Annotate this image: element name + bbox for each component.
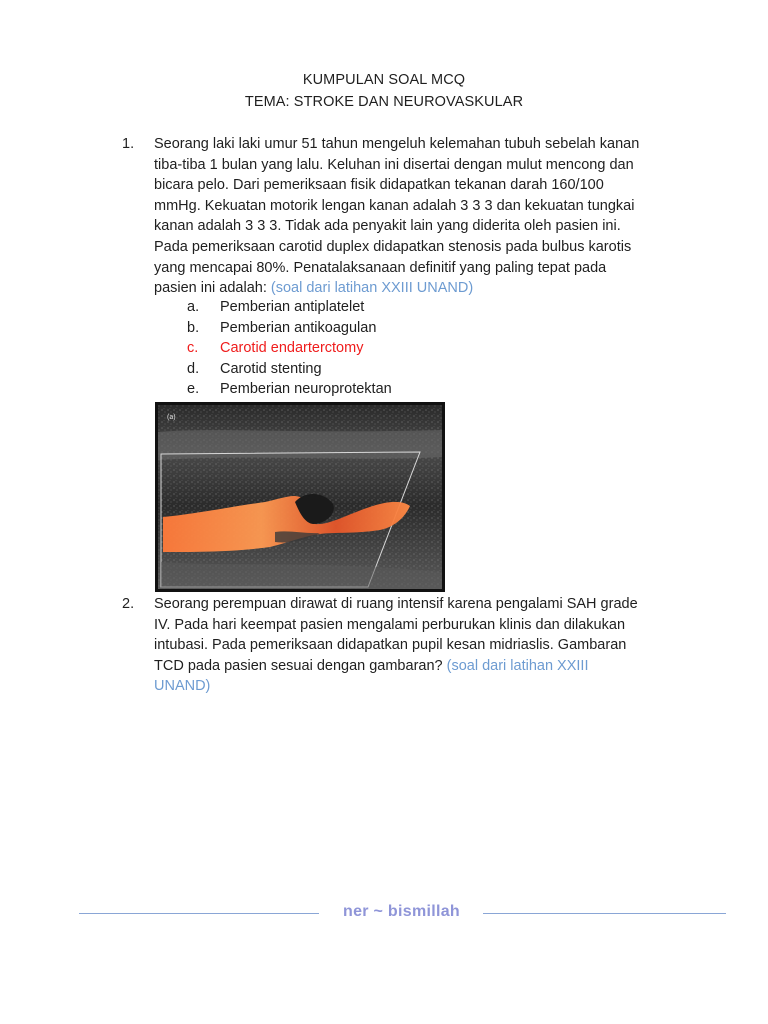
question-line: Seorang laki laki umur 51 tahun mengeluh kelemahan tubuh sebelah kanan xyxy=(154,136,640,152)
question-line: mmHg. Kekuatan motorik lengan kanan adalah 3 3 3 dan kekuatan tungkai xyxy=(154,197,635,214)
question-line-text: pasien ini adalah: xyxy=(154,280,267,297)
footer-rule-left xyxy=(79,913,319,914)
question-line: IV. Pada hari keempat pasien mengalami perburukan klinis dan dilakukan xyxy=(154,616,626,633)
question-line: kanan adalah 3 3 3. Tidak ada penyakit lain yang diderita oleh pasien ini. xyxy=(154,218,621,235)
question-line: Pada pemeriksaan carotid duplex didapatkan stenosis pada bulbus karotis xyxy=(154,238,632,255)
question-line: intubasi. Pada pemeriksaan didapatkan pupil kesan midriaslis. Gambaran xyxy=(154,637,627,654)
question-text xyxy=(154,134,714,299)
document-title: KUMPULAN SOAL MCQ xyxy=(302,72,466,88)
question-line xyxy=(154,278,714,299)
question-line xyxy=(154,656,714,677)
footer-rule-right xyxy=(483,913,726,914)
option-text: Pemberian antiplatelet xyxy=(220,299,365,315)
footer-text: ner ~ bismillah xyxy=(343,903,460,920)
document-theme: TEMA: STROKE DAN NEUROVASKULAR xyxy=(244,94,524,110)
question-line: tiba-tiba 1 bulan yang lalu. Keluhan ini disertai dengan mulut mencong dan xyxy=(154,156,634,173)
carotid-duplex-ultrasound-image xyxy=(155,402,445,592)
option-letter: e. xyxy=(187,381,200,398)
option-letter: b. xyxy=(187,319,200,336)
question-line: Seorang perempuan dirawat di ruang intensif karena pengalami SAH grade xyxy=(154,596,638,612)
option-letter: a. xyxy=(187,299,200,315)
option-text: Pemberian antikoagulan xyxy=(220,319,377,336)
option-letter: c. xyxy=(187,340,199,357)
question-number: 2. xyxy=(122,596,135,612)
question-source: (soal dari latihan XXIII UNAND) xyxy=(270,280,474,297)
option-text: Carotid stenting xyxy=(220,360,322,377)
question-number: 1. xyxy=(122,136,135,152)
question-source: (soal dari latihan XXIII xyxy=(446,657,589,674)
question-line: bicara pelo. Dari pemeriksaan fisik didapatkan tekanan darah 160/100 xyxy=(154,177,604,194)
option-text: Pemberian neuroprotektan xyxy=(220,381,392,398)
option-letter: d. xyxy=(187,360,200,377)
question-text xyxy=(154,594,714,697)
question-line: yang mencapai 80%. Penatalaksanaan definitif yang paling tepat pada xyxy=(154,259,607,276)
question-source-continued: UNAND) xyxy=(154,678,211,695)
option-text: Carotid endarterctomy xyxy=(220,340,364,357)
image-panel-label: (a) xyxy=(167,414,176,421)
question-line-text: TCD pada pasien sesuai dengan gambaran? xyxy=(154,657,443,674)
